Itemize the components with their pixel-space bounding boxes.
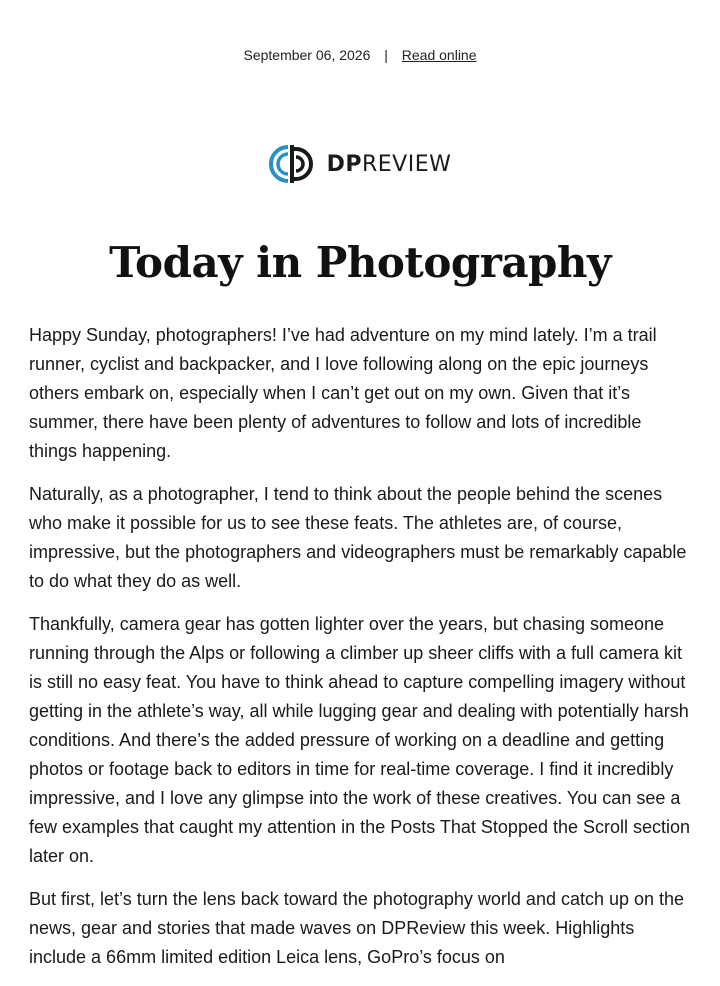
body-paragraph: Naturally, as a photographer, I tend to think about the people behind the scenes who make it possible for us to see these feats. The athletes are, of course, impressive, but the photographers and videographers must be remarkably capable to do what they do as well. xyxy=(29,484,687,591)
newsletter-body xyxy=(29,321,693,986)
dpreview-logo[interactable] xyxy=(0,143,720,185)
header-separator: | xyxy=(384,47,388,63)
newsletter-date: September 06, 2026 xyxy=(243,47,371,63)
email-header-bar xyxy=(0,47,720,63)
logo-wordmark-regular: REVIEW xyxy=(362,151,452,177)
read-online-link[interactable]: Read online xyxy=(401,47,477,63)
body-paragraph: Happy Sunday, photographers! I’ve had adventure on my mind lately. I’m a trail runner, cyclist and backpacker, and I love following along on the epic journeys others embark on, especially when I can’t get out on my own. Given that it’s summer, there have been plenty of adventures to follow and lots of incredible things happening. xyxy=(29,325,657,461)
logo-wordmark xyxy=(327,152,452,177)
dpreview-logo-icon xyxy=(269,143,319,185)
newsletter-headline: Today in Photography xyxy=(109,238,611,287)
body-paragraph: But first, let’s turn the lens back toward the photography world and catch up on the news, gear and stories that made waves on DPReview this week. Highlights include a 66mm limited edition Leica lens, GoPro’s focus on xyxy=(29,889,685,967)
body-paragraph: Thankfully, camera gear has gotten lighter over the years, but chasing someone running through the Alps or following a climber up sheer cliffs with a full camera kit is still no easy feat. You have to think ahead to capture compelling imagery without getting in the athlete’s way, all while lugging gear and dealing with potentially harsh conditions. And there’s the added pressure of working on a deadline and getting photos or footage back to editors in time for real-time coverage. I find it incredibly impressive, and I love any glimpse into the work of these creatives. You can see a few examples that caught my attention in the Posts That Stopped the Scroll section later on. xyxy=(29,614,691,866)
logo-wordmark-bold: DP xyxy=(326,151,362,177)
